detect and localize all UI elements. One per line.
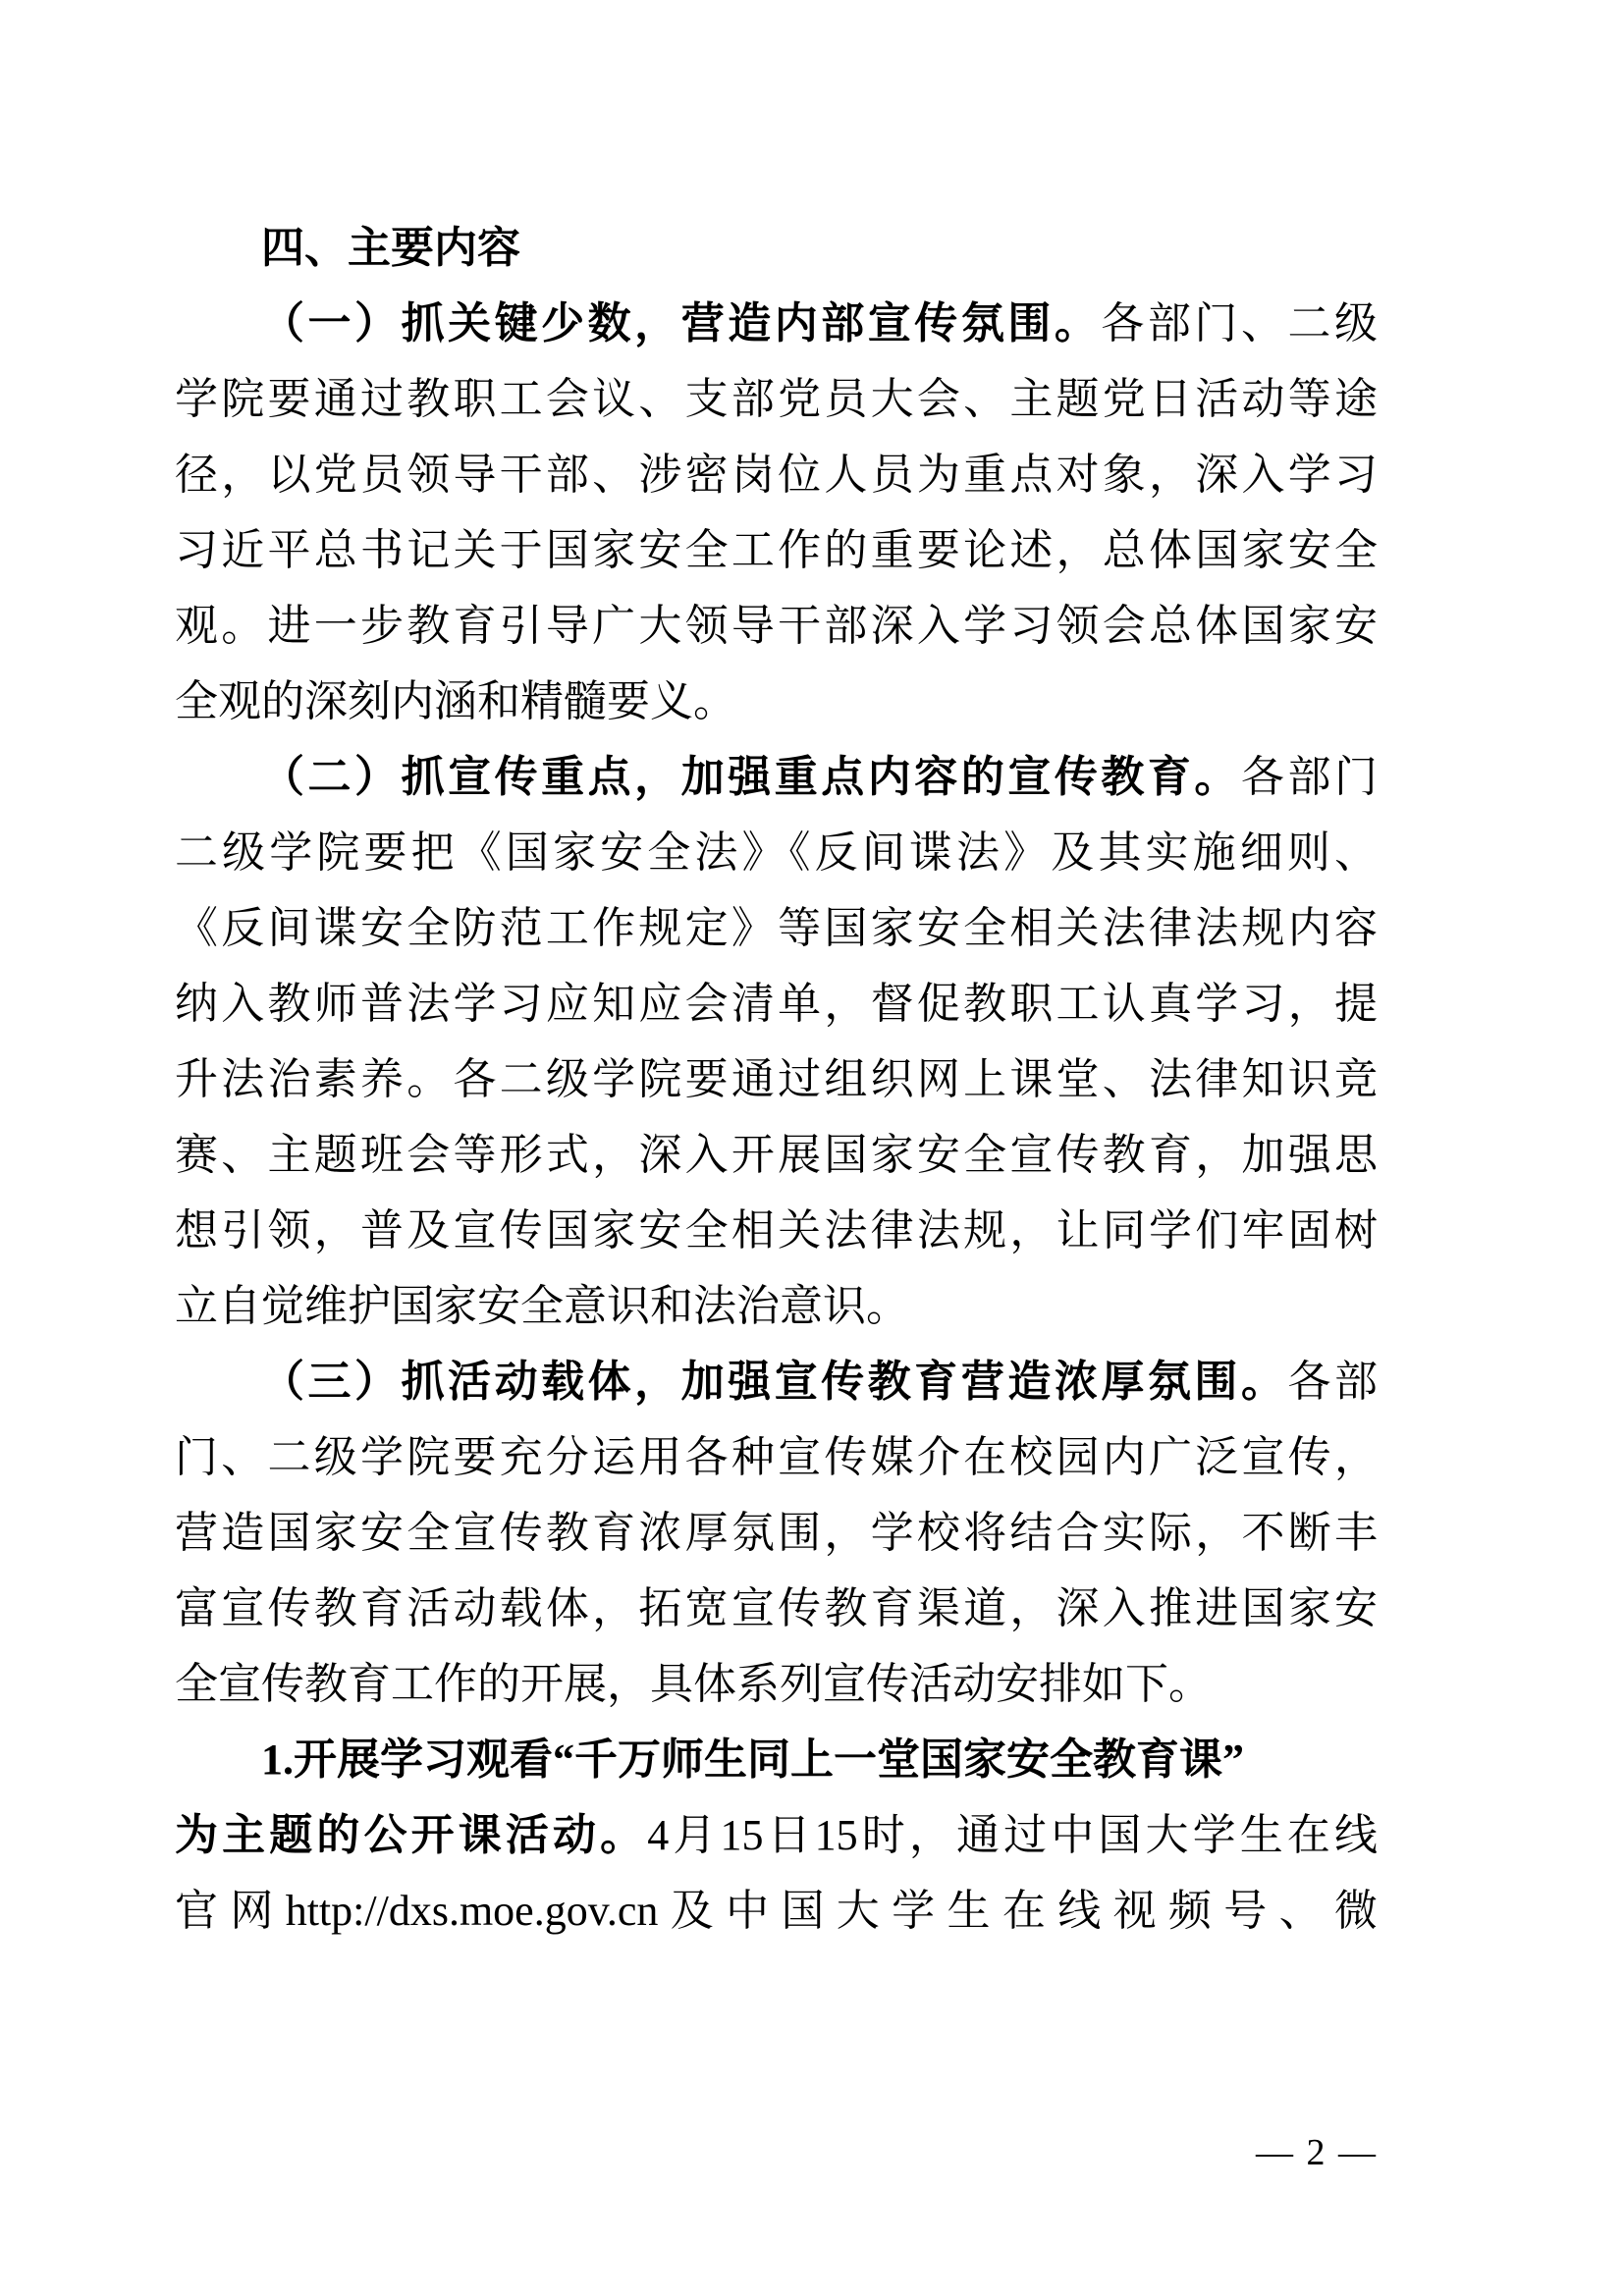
bold-text: 为主题的公开课活动。: [175, 1811, 648, 1859]
text-line: [175, 286, 1378, 361]
section-heading: [175, 210, 1378, 286]
body-text: 各部: [1287, 1358, 1379, 1406]
body-text: 观。进一步教育引导广大领导干部深入学习领会总体国家安: [175, 602, 1378, 650]
body-text: 赛、主题班会等形式，深入开展国家安全宣传教育，加强思: [175, 1131, 1378, 1179]
body-text: 纳入教师普法学习应知应会清单，督促教职工认真学习，提: [175, 980, 1378, 1028]
text-line: [175, 1117, 1378, 1193]
body-text: 径，以党员领导干部、涉密岗位人员为重点对象，深入学习: [175, 451, 1378, 499]
body-text: 全观的深刻内涵和精髓要义。: [175, 677, 736, 725]
text-line: [175, 1571, 1378, 1646]
text-line: [175, 437, 1378, 512]
text-line: [175, 1268, 1378, 1344]
body-text: 升法治素养。各二级学院要通过组织网上课堂、法律知识竞: [175, 1055, 1378, 1103]
text-line: [175, 1646, 1378, 1722]
body-text: 门、二级学院要充分运用各种宣传媒介在校园内广泛宣传，: [175, 1433, 1378, 1481]
text-line: [175, 1041, 1378, 1117]
text-line: [175, 664, 1378, 739]
body-text: 各部门、二级: [1101, 299, 1378, 347]
bold-text: （一）抓关键少数，营造内部宣传氛围。: [261, 299, 1102, 347]
bold-text: 四、主要内容: [261, 224, 520, 272]
text-line: [175, 1797, 1378, 1873]
text-line: [175, 739, 1378, 815]
body-text: 立自觉维护国家安全意识和法治意识。: [175, 1282, 909, 1330]
text-block: [175, 210, 1378, 1949]
text-line: [175, 1344, 1378, 1419]
text-line: [175, 815, 1378, 890]
text-line: [175, 1495, 1378, 1571]
text-line: [175, 361, 1378, 437]
text-line: [175, 890, 1378, 966]
body-text: 习近平总书记关于国家安全工作的重要论述，总体国家安全: [175, 526, 1378, 574]
text-line: [175, 1193, 1378, 1268]
body-text: 全宣传教育工作的开展，具体系列宣传活动安排如下。: [175, 1660, 1212, 1708]
text-line: [175, 1873, 1378, 1949]
text-line: [175, 512, 1378, 588]
body-text: 4月15日15时，通过中国大学生在线: [647, 1811, 1379, 1859]
bold-text: （二）抓宣传重点，加强重点内容的宣传教育。: [261, 753, 1241, 801]
body-text: 学院要通过教职工会议、支部党员大会、主题党日活动等途: [175, 375, 1378, 423]
bold-text: 1.开展学习观看“千万师生同上一堂国家安全教育课”: [261, 1735, 1244, 1784]
body-text: 营造国家安全宣传教育浓厚氛围，学校将结合实际，不断丰: [175, 1509, 1378, 1557]
text-line: [175, 1419, 1378, 1495]
body-text: 想引领，普及宣传国家安全相关法律法规，让同学们牢固树: [175, 1206, 1378, 1255]
body-text: 官网http://dxs.moe.gov.cn及中国大学生在线视频号、微: [175, 1887, 1378, 1935]
body-text: 二级学院要把《国家安全法》《反间谍法》及其实施细则、: [175, 828, 1378, 877]
body-text: 富宣传教育活动载体，拓宽宣传教育渠道，深入推进国家安: [175, 1584, 1378, 1632]
text-line: [175, 588, 1378, 664]
page-number: — 2 —: [1256, 2132, 1378, 2173]
body-text: 各部门: [1240, 753, 1379, 801]
body-text: 《反间谍安全防范工作规定》等国家安全相关法律法规内容: [175, 904, 1378, 952]
bold-text: （三）抓活动载体，加强宣传教育营造浓厚氛围。: [261, 1358, 1288, 1406]
text-line: [175, 1722, 1378, 1797]
text-line: [175, 966, 1378, 1041]
